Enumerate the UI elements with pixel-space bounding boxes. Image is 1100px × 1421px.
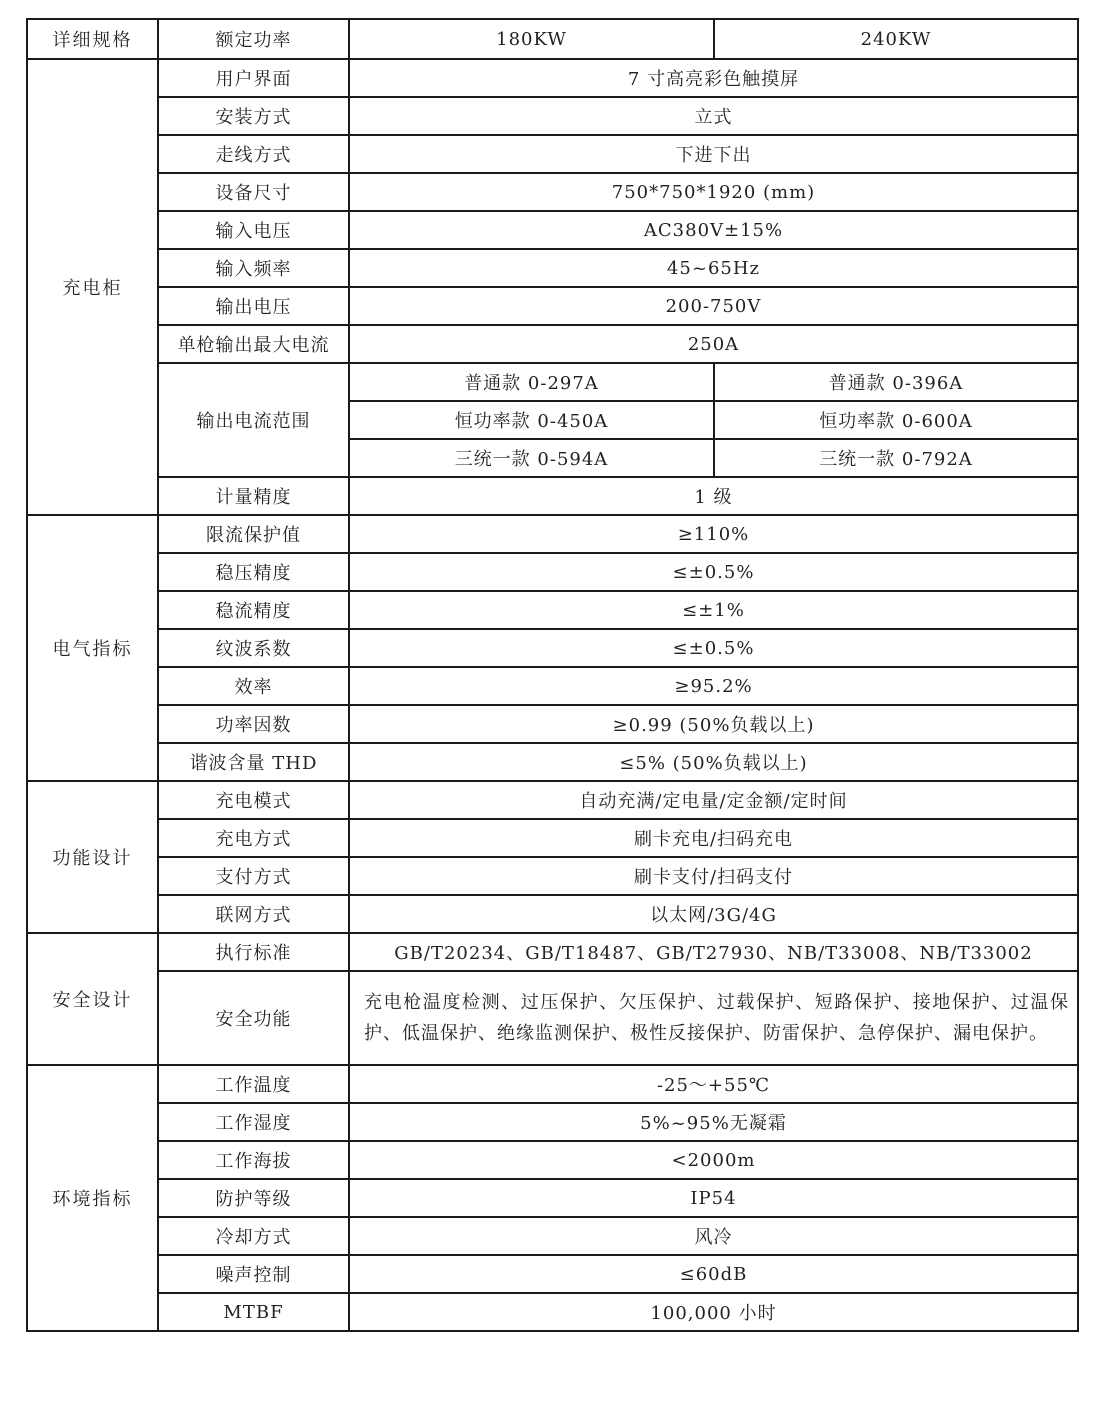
row-value: 200-750V <box>349 287 1078 325</box>
row-label: 联网方式 <box>158 895 349 933</box>
header-180kw: 180KW <box>349 19 714 59</box>
current-range-180kw: 恒功率款 0-450A <box>349 401 714 439</box>
table-row <box>27 59 1078 97</box>
table-row <box>27 933 1078 971</box>
row-value: <2000m <box>349 1141 1078 1179</box>
table-row <box>27 1065 1078 1103</box>
table-row <box>27 971 1078 1065</box>
row-label: 稳流精度 <box>158 591 349 629</box>
row-value: 立式 <box>349 97 1078 135</box>
row-label: 输入电压 <box>158 211 349 249</box>
row-value: 自动充满/定电量/定金额/定时间 <box>349 781 1078 819</box>
table-row <box>27 591 1078 629</box>
table-row <box>27 477 1078 515</box>
current-range-240kw: 恒功率款 0-600A <box>714 401 1078 439</box>
row-value: 风冷 <box>349 1217 1078 1255</box>
row-value: 45~65Hz <box>349 249 1078 287</box>
row-value: ≤±0.5% <box>349 553 1078 591</box>
row-value: 以太网/3G/4G <box>349 895 1078 933</box>
table-row <box>27 135 1078 173</box>
table-row <box>27 363 1078 401</box>
row-label: 输入频率 <box>158 249 349 287</box>
row-value: ≤±1% <box>349 591 1078 629</box>
table-row <box>27 1255 1078 1293</box>
row-value: 1 级 <box>349 477 1078 515</box>
row-value: 刷卡充电/扫码充电 <box>349 819 1078 857</box>
table-row <box>27 743 1078 781</box>
row-value: 刷卡支付/扫码支付 <box>349 857 1078 895</box>
table-row <box>27 667 1078 705</box>
row-label: 输出电流范围 <box>158 363 349 477</box>
row-value: 750*750*1920 (mm) <box>349 173 1078 211</box>
current-range-240kw: 三统一款 0-792A <box>714 439 1078 477</box>
table-row <box>27 629 1078 667</box>
table-row <box>27 173 1078 211</box>
row-label: 工作温度 <box>158 1065 349 1103</box>
row-label: 噪声控制 <box>158 1255 349 1293</box>
current-range-180kw: 普通款 0-297A <box>349 363 714 401</box>
row-label: 工作湿度 <box>158 1103 349 1141</box>
row-label: 谐波含量 THD <box>158 743 349 781</box>
header-spec-label: 详细规格 <box>27 19 158 59</box>
table-row <box>27 1179 1078 1217</box>
row-label: 冷却方式 <box>158 1217 349 1255</box>
row-label: 设备尺寸 <box>158 173 349 211</box>
row-value: ≤60dB <box>349 1255 1078 1293</box>
row-label: 工作海拔 <box>158 1141 349 1179</box>
table-row <box>27 1103 1078 1141</box>
row-value: ≥95.2% <box>349 667 1078 705</box>
header-rated-power-label: 额定功率 <box>158 19 349 59</box>
spec-table <box>26 18 1079 1332</box>
row-label: 稳压精度 <box>158 553 349 591</box>
row-label: 走线方式 <box>158 135 349 173</box>
row-label: 功率因数 <box>158 705 349 743</box>
group-function: 功能设计 <box>27 781 158 933</box>
table-row <box>27 515 1078 553</box>
table-row <box>27 211 1078 249</box>
table-row <box>27 1217 1078 1255</box>
row-label: 安全功能 <box>158 971 349 1065</box>
header-row <box>27 19 1078 59</box>
safety-features-text: 充电枪温度检测、过压保护、欠压保护、过载保护、短路保护、接地保护、过温保护、低温保护、绝缘监测保护、极性反接保护、防雷保护、急停保护、漏电保护。 <box>349 971 1078 1065</box>
row-label: 充电方式 <box>158 819 349 857</box>
table-row <box>27 553 1078 591</box>
row-value: 5%~95%无凝霜 <box>349 1103 1078 1141</box>
row-value: AC380V±15% <box>349 211 1078 249</box>
row-value: 250A <box>349 325 1078 363</box>
header-240kw: 240KW <box>714 19 1078 59</box>
group-safety: 安全设计 <box>27 933 158 1065</box>
row-value: 7 寸高亮彩色触摸屏 <box>349 59 1078 97</box>
table-row <box>27 705 1078 743</box>
row-label: 执行标准 <box>158 933 349 971</box>
table-row <box>27 249 1078 287</box>
table-row <box>27 781 1078 819</box>
row-label: 充电模式 <box>158 781 349 819</box>
group-electrical: 电气指标 <box>27 515 158 781</box>
row-label: 用户界面 <box>158 59 349 97</box>
table-row <box>27 1293 1078 1331</box>
table-row <box>27 857 1078 895</box>
table-row <box>27 895 1078 933</box>
row-label: 安装方式 <box>158 97 349 135</box>
current-range-240kw: 普通款 0-396A <box>714 363 1078 401</box>
row-value: 下进下出 <box>349 135 1078 173</box>
row-label: 限流保护值 <box>158 515 349 553</box>
table-row <box>27 819 1078 857</box>
row-label: 效率 <box>158 667 349 705</box>
table-row <box>27 1141 1078 1179</box>
row-label: MTBF <box>158 1293 349 1331</box>
row-label: 防护等级 <box>158 1179 349 1217</box>
table-row <box>27 287 1078 325</box>
row-value: GB/T20234、GB/T18487、GB/T27930、NB/T33008、NB/T33002 <box>349 933 1078 971</box>
row-label: 纹波系数 <box>158 629 349 667</box>
row-value: IP54 <box>349 1179 1078 1217</box>
row-value: ≥0.99 (50%负载以上) <box>349 705 1078 743</box>
current-range-180kw: 三统一款 0-594A <box>349 439 714 477</box>
row-value: ≤5% (50%负载以上) <box>349 743 1078 781</box>
row-label: 输出电压 <box>158 287 349 325</box>
row-label: 单枪输出最大电流 <box>158 325 349 363</box>
row-label: 支付方式 <box>158 857 349 895</box>
row-value: -25～+55℃ <box>349 1065 1078 1103</box>
row-value: ≥110% <box>349 515 1078 553</box>
table-row <box>27 325 1078 363</box>
spec-sheet <box>26 18 1079 1332</box>
row-label: 计量精度 <box>158 477 349 515</box>
row-value: ≤±0.5% <box>349 629 1078 667</box>
row-value: 100,000 小时 <box>349 1293 1078 1331</box>
group-charging-cabinet: 充电柜 <box>27 59 158 515</box>
table-row <box>27 97 1078 135</box>
group-environment: 环境指标 <box>27 1065 158 1331</box>
